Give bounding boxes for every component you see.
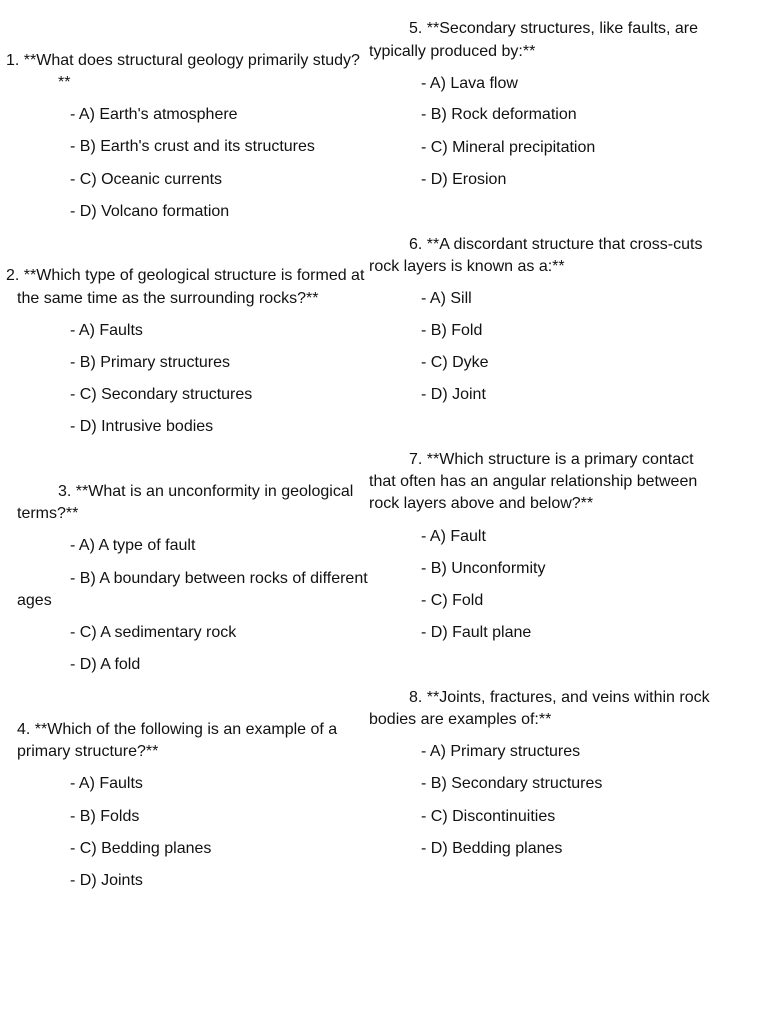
question-2-first-line	[6, 265, 364, 287]
question-2-number: 2.	[6, 267, 20, 284]
question-8-option-c: - C) Discontinuities	[421, 808, 556, 825]
question-6-option-c: - C) Dyke	[421, 354, 489, 371]
question-3-stem: **What is an unconformity in geological	[75, 483, 354, 500]
question-8-option-d: - D) Bedding planes	[421, 840, 563, 857]
question-7-stem: **Which structure is a primary contact	[426, 451, 694, 468]
question-1-stem: **What does structural geology primarily study?	[23, 52, 360, 69]
question-5-stem-continued: typically produced by:**	[369, 43, 536, 60]
question-6-stem-continued: rock layers is known as a:**	[369, 258, 565, 275]
question-7-stem-continued: that often has an angular relationship between	[369, 473, 698, 490]
question-8-stem-continued: bodies are examples of:**	[369, 711, 552, 728]
question-8-stem: **Joints, fractures, and veins within rock	[426, 689, 710, 706]
question-3-first-line	[58, 481, 353, 503]
question-3-option-c: - C) A sedimentary rock	[70, 624, 237, 641]
question-7-number: 7.	[409, 451, 423, 468]
question-4-option-c: - C) Bedding planes	[70, 840, 212, 857]
question-7-stem-continued-2: rock layers above and below?**	[369, 495, 594, 512]
question-3-option-a: - A) A type of fault	[70, 537, 196, 554]
question-8-option-b: - B) Secondary structures	[421, 775, 603, 792]
question-7-option-d: - D) Fault plane	[421, 624, 532, 641]
question-5-option-a: - A) Lava flow	[421, 75, 518, 92]
question-4-stem: **Which of the following is an example of a	[34, 721, 338, 738]
question-4-number: 4.	[17, 721, 31, 738]
question-2-stem: **Which type of geological structure is formed at	[23, 267, 365, 284]
question-4-option-a: - A) Faults	[70, 775, 143, 792]
question-3-stem-continued: terms?**	[17, 505, 79, 522]
question-7-option-b: - B) Unconformity	[421, 560, 546, 577]
question-5-option-c: - C) Mineral precipitation	[421, 139, 596, 156]
question-5-stem: **Secondary structures, like faults, are	[426, 20, 699, 37]
question-2-option-c: - C) Secondary structures	[70, 386, 253, 403]
question-3-option-d: - D) A fold	[70, 656, 141, 673]
question-2-stem-continued: the same time as the surrounding rocks?**	[17, 290, 319, 307]
question-4-stem-continued: primary structure?**	[17, 743, 159, 760]
question-5-option-d: - D) Erosion	[421, 171, 507, 188]
question-5-option-b: - B) Rock deformation	[421, 106, 577, 123]
question-2-option-d: - D) Intrusive bodies	[70, 418, 214, 435]
question-1-first-line	[6, 50, 360, 72]
question-3-option-b-continued: ages	[17, 592, 52, 609]
question-4-option-d: - D) Joints	[70, 872, 143, 889]
question-6-stem: **A discordant structure that cross-cuts	[426, 236, 703, 253]
question-4-first-line	[17, 719, 337, 741]
question-4-option-b: - B) Folds	[70, 808, 140, 825]
question-7-option-a: - A) Fault	[421, 528, 486, 545]
question-1-option-b: - B) Earth's crust and its structures	[70, 138, 315, 155]
question-8-number: 8.	[409, 689, 423, 706]
question-6-first-line	[409, 234, 702, 256]
question-2-option-b: - B) Primary structures	[70, 354, 231, 371]
question-2-option-a: - A) Faults	[70, 322, 143, 339]
question-7-first-line	[409, 449, 694, 471]
question-1-option-c: - C) Oceanic currents	[70, 171, 223, 188]
question-5-first-line	[409, 18, 698, 40]
question-3-number: 3.	[58, 483, 72, 500]
question-1-number: 1.	[6, 52, 20, 69]
question-1-option-a: - A) Earth's atmosphere	[70, 106, 238, 123]
question-8-first-line	[409, 687, 710, 709]
question-5-number: 5.	[409, 20, 423, 37]
question-6-option-d: - D) Joint	[421, 386, 486, 403]
question-8-option-a: - A) Primary structures	[421, 743, 581, 760]
question-6-option-b: - B) Fold	[421, 322, 483, 339]
question-3-option-b: - B) A boundary between rocks of different	[70, 570, 368, 587]
question-1-option-d: - D) Volcano formation	[70, 203, 230, 220]
question-7-option-c: - C) Fold	[421, 592, 484, 609]
question-6-option-a: - A) Sill	[421, 290, 472, 307]
question-6-number: 6.	[409, 236, 423, 253]
question-1-stem-continued: **	[58, 74, 71, 91]
